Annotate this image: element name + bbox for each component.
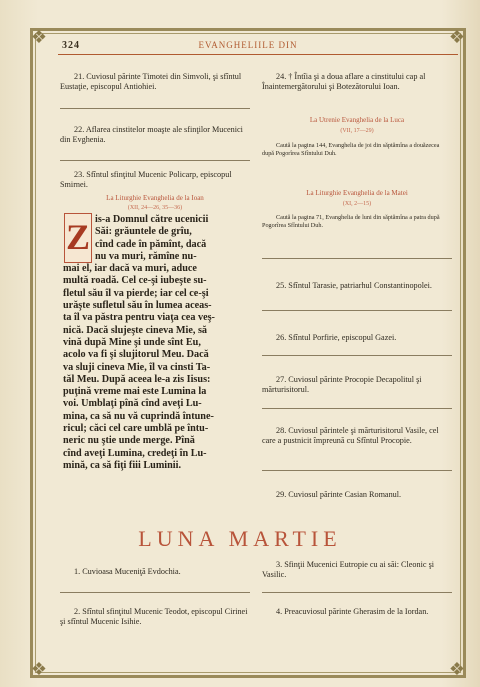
entry-27: 27. Cuviosul părinte Procopie Decapolitul şi mărturisitorul. <box>262 375 422 394</box>
march-entry-3: 3. Sfinţii Mucenici Eutropie cu ai săi: Cleonic şi Vasilic. <box>262 560 435 579</box>
entry-28: 28. Cuviosul părintele şi mărturisitorul Vasile, cel care a pustnicit împreună cu Sfîntul Procopie. <box>262 426 439 445</box>
divider <box>262 355 452 356</box>
running-title: EVANGHELIILE DIN <box>198 40 298 50</box>
matins-heading: La Utrenie Evanghelia de la Luca <box>309 116 405 124</box>
gospel-line: vină după Mine şi unde sînt Eu, <box>63 336 201 348</box>
entry-22: 22. Aflarea cinstitelor moaşte ale sfinţilor Mucenici din Evghenia. <box>60 125 243 144</box>
entry-23: 23. Sfîntul sfinţitul Mucenic Policarp, episcopul Smirnei. <box>60 170 232 189</box>
divider <box>60 592 250 593</box>
corner-ornament-icon: ❖ <box>30 659 48 679</box>
liturgy-reference: (XI, 2—15) <box>342 201 372 207</box>
divider <box>262 258 452 259</box>
gospel-line: nică. Dacă slujeşte cineva Mie, să <box>63 324 208 336</box>
month-title: LUNA MARTIE <box>138 526 342 551</box>
matins-reference: (VII, 17—29) <box>340 128 374 134</box>
gospel-line: urăşte sufletul său în lumea aceas- <box>63 300 212 312</box>
divider <box>262 592 452 593</box>
gospel-line: is-a Domnul către ucenicii <box>95 214 209 225</box>
march-entry-2: 2. Sfîntul sfinţitul Mucenic Teodot, episcopul Cirinei şi sfîntul Mucenic Isihie. <box>60 607 248 626</box>
matins-note: Caută la pagina 144, Evanghelia de joi din săptămîna a douăzecea după Pogorîrea Sfîntului Duh. <box>262 142 440 157</box>
gospel-line: fletul său îl va pierde; iar cel ce-şi <box>63 287 209 299</box>
gospel-line: mai el, iar dacă va muri, aduce <box>63 263 197 275</box>
entry-25: 25. Sfîntul Tarasie, patriarhul Constantinopolei. <box>276 281 432 290</box>
gospel-line: ta îl va păstra pentru viaţa cea veş- <box>63 312 215 324</box>
header-rule <box>58 54 458 55</box>
gospel-line: tăl Meu. După aceea le-a zis Iisus: <box>63 373 211 385</box>
running-header <box>40 40 456 54</box>
gospel-line: va sluji cineva Mie, îl va cinsti Ta- <box>63 361 211 373</box>
divider <box>60 160 250 161</box>
gospel-line: cînd aveţi Lumina, credeţi în Lu- <box>63 447 207 459</box>
drop-cap: Z <box>64 213 92 263</box>
divider <box>262 470 452 471</box>
gospel-line: acolo va fi şi slujitorul Meu. Dacă <box>63 349 209 361</box>
gospel-line: mină, ca să fiţi fiii Luminii. <box>63 459 182 471</box>
gospel-line: puţină vreme mai este Lumina la <box>63 386 207 398</box>
liturgy-reference: (XII, 24—26, 35—36) <box>127 205 183 211</box>
page-number: 324 <box>62 40 80 51</box>
gospel-line: neric nu ştie unde merge. Pînă <box>63 435 195 447</box>
corner-ornament-icon: ❖ <box>448 659 466 679</box>
entry-29: 29. Cuviosul părinte Casian Romanul. <box>276 490 402 499</box>
gospel-line: cînd cade în pămînt, dacă <box>95 238 207 250</box>
gospel-line: multă roadă. Cel ce-şi iubeşte su- <box>63 275 207 287</box>
divider <box>60 108 250 109</box>
divider <box>262 310 452 311</box>
gospel-line: ricul; căci cel care umblă pe întu- <box>63 423 209 435</box>
gospel-line: Săi: grăuntele de grîu, <box>95 226 192 238</box>
march-entry-4: 4. Preacuviosul părinte Gherasim de la Iordan. <box>276 607 429 616</box>
entry-26: 26. Sfîntul Porfirie, episcopul Gazei. <box>276 333 397 342</box>
gospel-text <box>63 214 251 472</box>
march-entry-1: 1. Cuvioasa Muceniţă Evdochia. <box>74 567 181 576</box>
gospel-line: nu va muri, rămîne nu- <box>95 250 197 262</box>
liturgy-heading: La Liturghie Evanghelia de la Ioan <box>106 194 204 202</box>
gospel-line: voi. Umblaţi pînă cînd aveţi Lu- <box>63 398 202 410</box>
gospel-line: mina, ca să nu vă cuprindă întune- <box>63 410 214 422</box>
entry-21: 21. Cuviosul părinte Timotei din Simvoli, şi sfîntul Eustaţie, episcopul Antiohiei. <box>60 72 242 91</box>
liturgy-note: Caută la pagina 71, Evanghelia de luni din săptămîna a patra după Pogorîrea Sfîntului Duh. <box>262 214 440 229</box>
corner-ornament-icon: ❖ <box>448 27 466 47</box>
corner-ornament-icon: ❖ <box>30 27 48 47</box>
liturgy-heading: La Liturghie Evanghelia de la Matei <box>306 189 408 197</box>
divider <box>262 408 452 409</box>
entry-24: 24. † Întîia şi a doua aflare a cinstitului cap al Înaintemergătorului şi Botezătorului Ioan. <box>262 72 426 91</box>
